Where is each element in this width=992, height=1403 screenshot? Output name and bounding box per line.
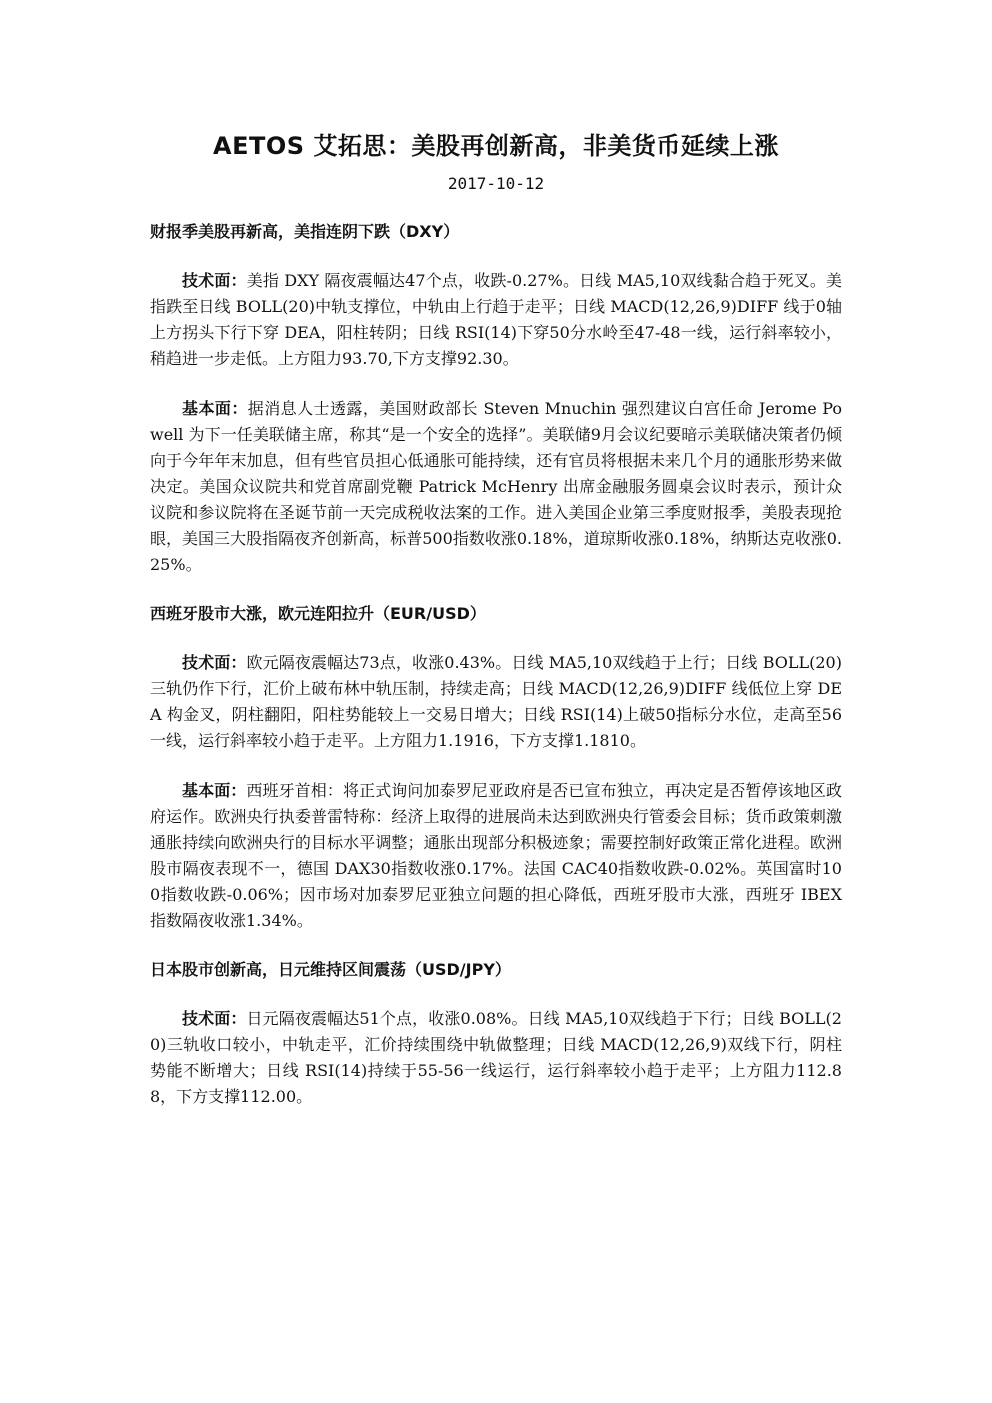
- technical-text: 日元隔夜震幅达51个点，收涨0.08%。日线 MA5,10双线趋于下行；日线 BOLL(20)三轨收口较小，中轨走平，汇价持续围绕中轨做整理；日线 MACD(12,26,9)双线下行，阴柱势能不断增大；日线 RSI(14)持续于55-56一线运行，运行斜率较小趋于走平；上方阻力112.88，下方支撑112.00。: [150, 1009, 842, 1106]
- section-dxy: [150, 220, 842, 578]
- section-heading: 日本股市创新高，日元维持区间震荡（USD/JPY）: [150, 960, 511, 979]
- technical-paragraph: [150, 268, 842, 372]
- technical-label: 技术面：: [182, 1009, 247, 1028]
- technical-text: 欧元隔夜震幅达73点，收涨0.43%。日线 MA5,10双线趋于上行；日线 BOLL(20)三轨仍作下行，汇价上破布林中轨压制，持续走高；日线 MACD(12,26,9)DIFF 线低位上穿 DEA 构金叉，阴柱翻阳，阳柱势能较上一交易日增大；日线 RSI(14)上破50指标分水位，走高至56一线，运行斜率较小趋于走平。上方阻力1.1916，下方支撑1.1810。: [150, 653, 842, 750]
- technical-text: 美指 DXY 隔夜震幅达47个点，收跌-0.27%。日线 MA5,10双线黏合趋于死叉。美指跌至日线 BOLL(20)中轨支撑位，中轨由上行趋于走平；日线 MACD(12,26,9)DIFF 线于0轴上方拐头下行下穿 DEA，阳柱转阴；日线 RSI(14)下穿50分水岭至47-48一线，运行斜率较小，稍趋进一步走低。上方阻力93.70,下方支撑92.30。: [150, 271, 842, 368]
- fundamental-label: 基本面：: [182, 781, 247, 800]
- document-date: 2017-10-12: [447, 174, 545, 193]
- section-heading: 财报季美股再新高，美指连阴下跌（DXY）: [150, 222, 460, 241]
- fundamental-paragraph: [150, 778, 842, 934]
- section-eurusd: [150, 602, 842, 934]
- fundamental-label: 基本面：: [182, 399, 248, 418]
- fundamental-text: 西班牙首相：将正式询问加泰罗尼亚政府是否已宣布独立，再决定是否暂停该地区政府运作。欧洲央行执委普雷特称：经济上取得的进展尚未达到欧洲央行管委会目标；货币政策刺激通胀持续向欧洲央行的目标水平调整；通胀出现部分积极迹象；需要控制好政策正常化进程。欧洲股市隔夜表现不一，德国 DAX30指数收涨0.17%。法国 CAC40指数收跌-0.02%。英国富时100指数收跌-0.06%；因市场对加泰罗尼亚独立问题的担心降低，西班牙股市大涨，西班牙 IBEX 指数隔夜收涨1.34%。: [150, 781, 842, 930]
- document-title: AETOS 艾拓思：美股再创新高，非美货币延续上涨: [213, 132, 779, 160]
- document-page: [150, 128, 842, 1110]
- fundamental-paragraph: [150, 396, 842, 578]
- technical-paragraph: [150, 650, 842, 754]
- technical-label: 技术面：: [182, 271, 247, 290]
- section-heading: 西班牙股市大涨，欧元连阳拉升（EUR/USD）: [150, 604, 486, 623]
- technical-label: 技术面：: [182, 653, 247, 672]
- section-usdjpy: [150, 958, 842, 1110]
- technical-paragraph: [150, 1006, 842, 1110]
- fundamental-text: 据消息人士透露，美国财政部长 Steven Mnuchin 强烈建议白宫任命 Jerome Powell 为下一任美联储主席，称其“是一个安全的选择”。美联储9月会议纪要暗示美联储决策者仍倾向于今年年末加息，但有些官员担心低通胀可能持续，还有官员将根据未来几个月的通胀形势来做决定。美国众议院共和党首席副党鞭 Patrick McHenry 出席金融服务圆桌会议时表示，预计众议院和参议院将在圣诞节前一天完成税收法案的工作。进入美国企业第三季度财报季，美股表现抢眼，美国三大股指隔夜齐创新高，标普500指数收涨0.18%，道琼斯收涨0.18%，纳斯达克收涨0.25%。: [150, 399, 842, 574]
